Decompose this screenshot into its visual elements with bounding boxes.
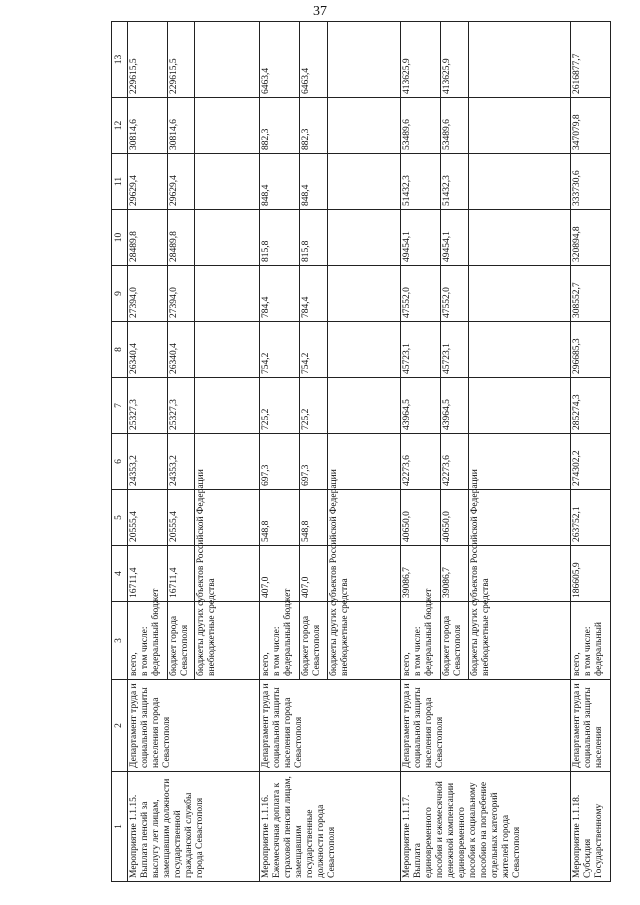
header-cell: 12 — [112, 98, 128, 154]
source-line: всего, — [401, 652, 412, 676]
value-cell: 43964,5 — [400, 378, 440, 434]
value-cell: 45723,1 — [440, 322, 468, 378]
table-row — [259, 22, 299, 882]
executor-cell: Департамент труда и социальной защиты населения города Севастополя — [127, 680, 259, 772]
source-cell: бюджет города Севастополя — [440, 602, 468, 680]
table-row — [127, 22, 167, 882]
value-cell: 24353,2 — [167, 434, 195, 490]
value-cell: 882,3 — [259, 98, 299, 154]
source-line: бюджеты других субъектов Российской Федерации — [196, 469, 207, 676]
value-cell: 882,3 — [299, 98, 327, 154]
value-cell: 308552,7 — [570, 266, 610, 322]
source-cell — [195, 469, 259, 680]
value-cell: 42273,6 — [400, 434, 440, 490]
value-cell: 784,4 — [299, 266, 327, 322]
value-cell: 47552,0 — [400, 266, 440, 322]
value-cell: 28489,8 — [167, 210, 195, 266]
source-cell — [127, 588, 167, 680]
measure-cell: Мероприятие 1.1.16. Ежемесячная доплата к страховой пенсии лицам, замещавшим государственные должности города Севастополя — [259, 772, 400, 882]
value-cell: 30814,6 — [167, 98, 195, 154]
value-cell: 320894,8 — [570, 210, 610, 266]
value-cell: 274302,2 — [570, 434, 610, 490]
value-cell: 28489,8 — [127, 210, 167, 266]
value-cell: 40650,0 — [400, 490, 440, 546]
value-cell: 815,8 — [299, 210, 327, 266]
executor-cell: Департамент труда и социальной защиты населения города Севастополя — [259, 680, 400, 772]
header-cell: 4 — [112, 546, 128, 602]
value-cell: 285274,3 — [570, 378, 610, 434]
value-cell: 27394,0 — [167, 266, 195, 322]
value-cell: 24353,2 — [127, 434, 167, 490]
value-cell: 2616877,7 — [570, 22, 610, 98]
measure-cell: Мероприятие 1.1.18. Субсидия Государственному — [570, 772, 610, 882]
value-cell: 26340,4 — [127, 322, 167, 378]
source-line: федеральный бюджет — [150, 588, 161, 676]
source-line: в том числе: — [139, 626, 150, 676]
value-cell: 784,4 — [259, 266, 299, 322]
source-cell — [259, 588, 299, 680]
value-cell: 53489,6 — [440, 98, 468, 154]
value-cell: 754,2 — [299, 322, 327, 378]
value-cell: 229615,5 — [127, 22, 167, 98]
rotated-page — [111, 22, 611, 882]
value-cell: 47552,0 — [440, 266, 468, 322]
header-cell: 5 — [112, 490, 128, 546]
source-line: внебюджетные средства — [207, 578, 218, 676]
source-cell — [327, 469, 400, 680]
source-cell — [468, 469, 570, 680]
source-line: всего, — [260, 652, 271, 676]
value-cell: 6463,4 — [259, 22, 299, 98]
value-cell: 39086,7 — [440, 546, 468, 602]
table-row — [570, 22, 610, 882]
value-cell: 815,8 — [259, 210, 299, 266]
value-cell: 413625,9 — [400, 22, 440, 98]
value-cell: 333730,6 — [570, 154, 610, 210]
value-cell: 51432,3 — [440, 154, 468, 210]
value-cell: 26340,4 — [167, 322, 195, 378]
value-cell: 43964,5 — [440, 378, 468, 434]
value-cell: 51432,3 — [400, 154, 440, 210]
executor-cell: Департамент труда и социальной защиты населения — [570, 680, 610, 772]
value-cell: 186605,9 — [570, 546, 610, 602]
source-line: бюджеты других субъектов Российской Федерации — [328, 469, 339, 676]
source-cell — [400, 588, 440, 680]
source-line: всего, — [571, 652, 582, 676]
source-line: в том числе: — [582, 626, 593, 676]
value-cell: 16711,4 — [167, 546, 195, 602]
source-line: федеральный бюджет — [282, 588, 293, 676]
executor-cell: Департамент труда и социальной защиты населения города Севастополя — [400, 680, 570, 772]
source-line: федеральный бюджет — [423, 588, 434, 676]
value-cell: 413625,9 — [440, 22, 468, 98]
value-cell: 848,4 — [259, 154, 299, 210]
header-row — [112, 22, 128, 882]
value-cell: 53489,6 — [400, 98, 440, 154]
measure-cell: Мероприятие 1.1.17. Выплата единовременного пособия и ежемесячной денежной компенсации единовременного пособия к социальному пособию на погребение отдельных категорий жителей города Севастополя — [400, 772, 570, 882]
value-cell: 20555,4 — [127, 490, 167, 546]
header-cell: 13 — [112, 22, 128, 98]
value-cell: 407,0 — [259, 546, 299, 602]
value-cell: 548,8 — [259, 490, 299, 546]
value-cell: 39086,7 — [400, 546, 440, 602]
header-cell: 9 — [112, 266, 128, 322]
source-line: в том числе: — [412, 626, 423, 676]
value-cell: 27394,0 — [127, 266, 167, 322]
value-cell: 407,0 — [299, 546, 327, 602]
budget-table — [111, 21, 611, 882]
value-cell: 6463,4 — [299, 22, 327, 98]
table-row — [400, 22, 440, 882]
header-cell: 11 — [112, 154, 128, 210]
source-line: федеральный — [593, 622, 604, 676]
value-cell: 848,4 — [299, 154, 327, 210]
value-cell: 697,3 — [299, 434, 327, 490]
value-cell: 229615,5 — [167, 22, 195, 98]
value-cell: 49454,1 — [400, 210, 440, 266]
source-cell — [570, 602, 610, 680]
source-line: внебюджетные средства — [339, 578, 350, 676]
page-number: 37 — [313, 4, 327, 19]
value-cell: 697,3 — [259, 434, 299, 490]
value-cell: 20555,4 — [167, 490, 195, 546]
value-cell: 29629,4 — [127, 154, 167, 210]
value-cell: 42273,6 — [440, 434, 468, 490]
value-cell: 16711,4 — [127, 546, 167, 602]
value-cell: 548,8 — [299, 490, 327, 546]
value-cell: 754,2 — [259, 322, 299, 378]
source-line: бюджеты других субъектов Российской Федерации — [469, 469, 480, 676]
header-cell: 1 — [112, 772, 128, 882]
source-cell: бюджет города Севастополя — [167, 602, 195, 680]
value-cell: 25327,3 — [167, 378, 195, 434]
value-cell: 30814,6 — [127, 98, 167, 154]
header-cell: 6 — [112, 434, 128, 490]
header-cell: 2 — [112, 680, 128, 772]
source-line: в том числе: — [271, 626, 282, 676]
header-cell: 3 — [112, 602, 128, 680]
value-cell: 263752,1 — [570, 490, 610, 546]
header-cell: 8 — [112, 322, 128, 378]
value-cell: 29629,4 — [167, 154, 195, 210]
header-cell: 10 — [112, 210, 128, 266]
measure-cell: Мероприятие 1.1.15. Выплата пенсий за выслугу лет лицам, замещавшим должности государственной гражданской службы города Севастополя — [127, 772, 259, 882]
source-cell: бюджет города Севастополя — [299, 602, 327, 680]
value-cell: 347079,8 — [570, 98, 610, 154]
value-cell: 40650,0 — [440, 490, 468, 546]
value-cell: 45723,1 — [400, 322, 440, 378]
value-cell: 725,2 — [259, 378, 299, 434]
value-cell: 296685,3 — [570, 322, 610, 378]
value-cell: 725,2 — [299, 378, 327, 434]
value-cell: 25327,3 — [127, 378, 167, 434]
value-cell: 49454,1 — [440, 210, 468, 266]
source-line: внебюджетные средства — [480, 578, 491, 676]
source-line: всего, — [128, 652, 139, 676]
header-cell: 7 — [112, 378, 128, 434]
